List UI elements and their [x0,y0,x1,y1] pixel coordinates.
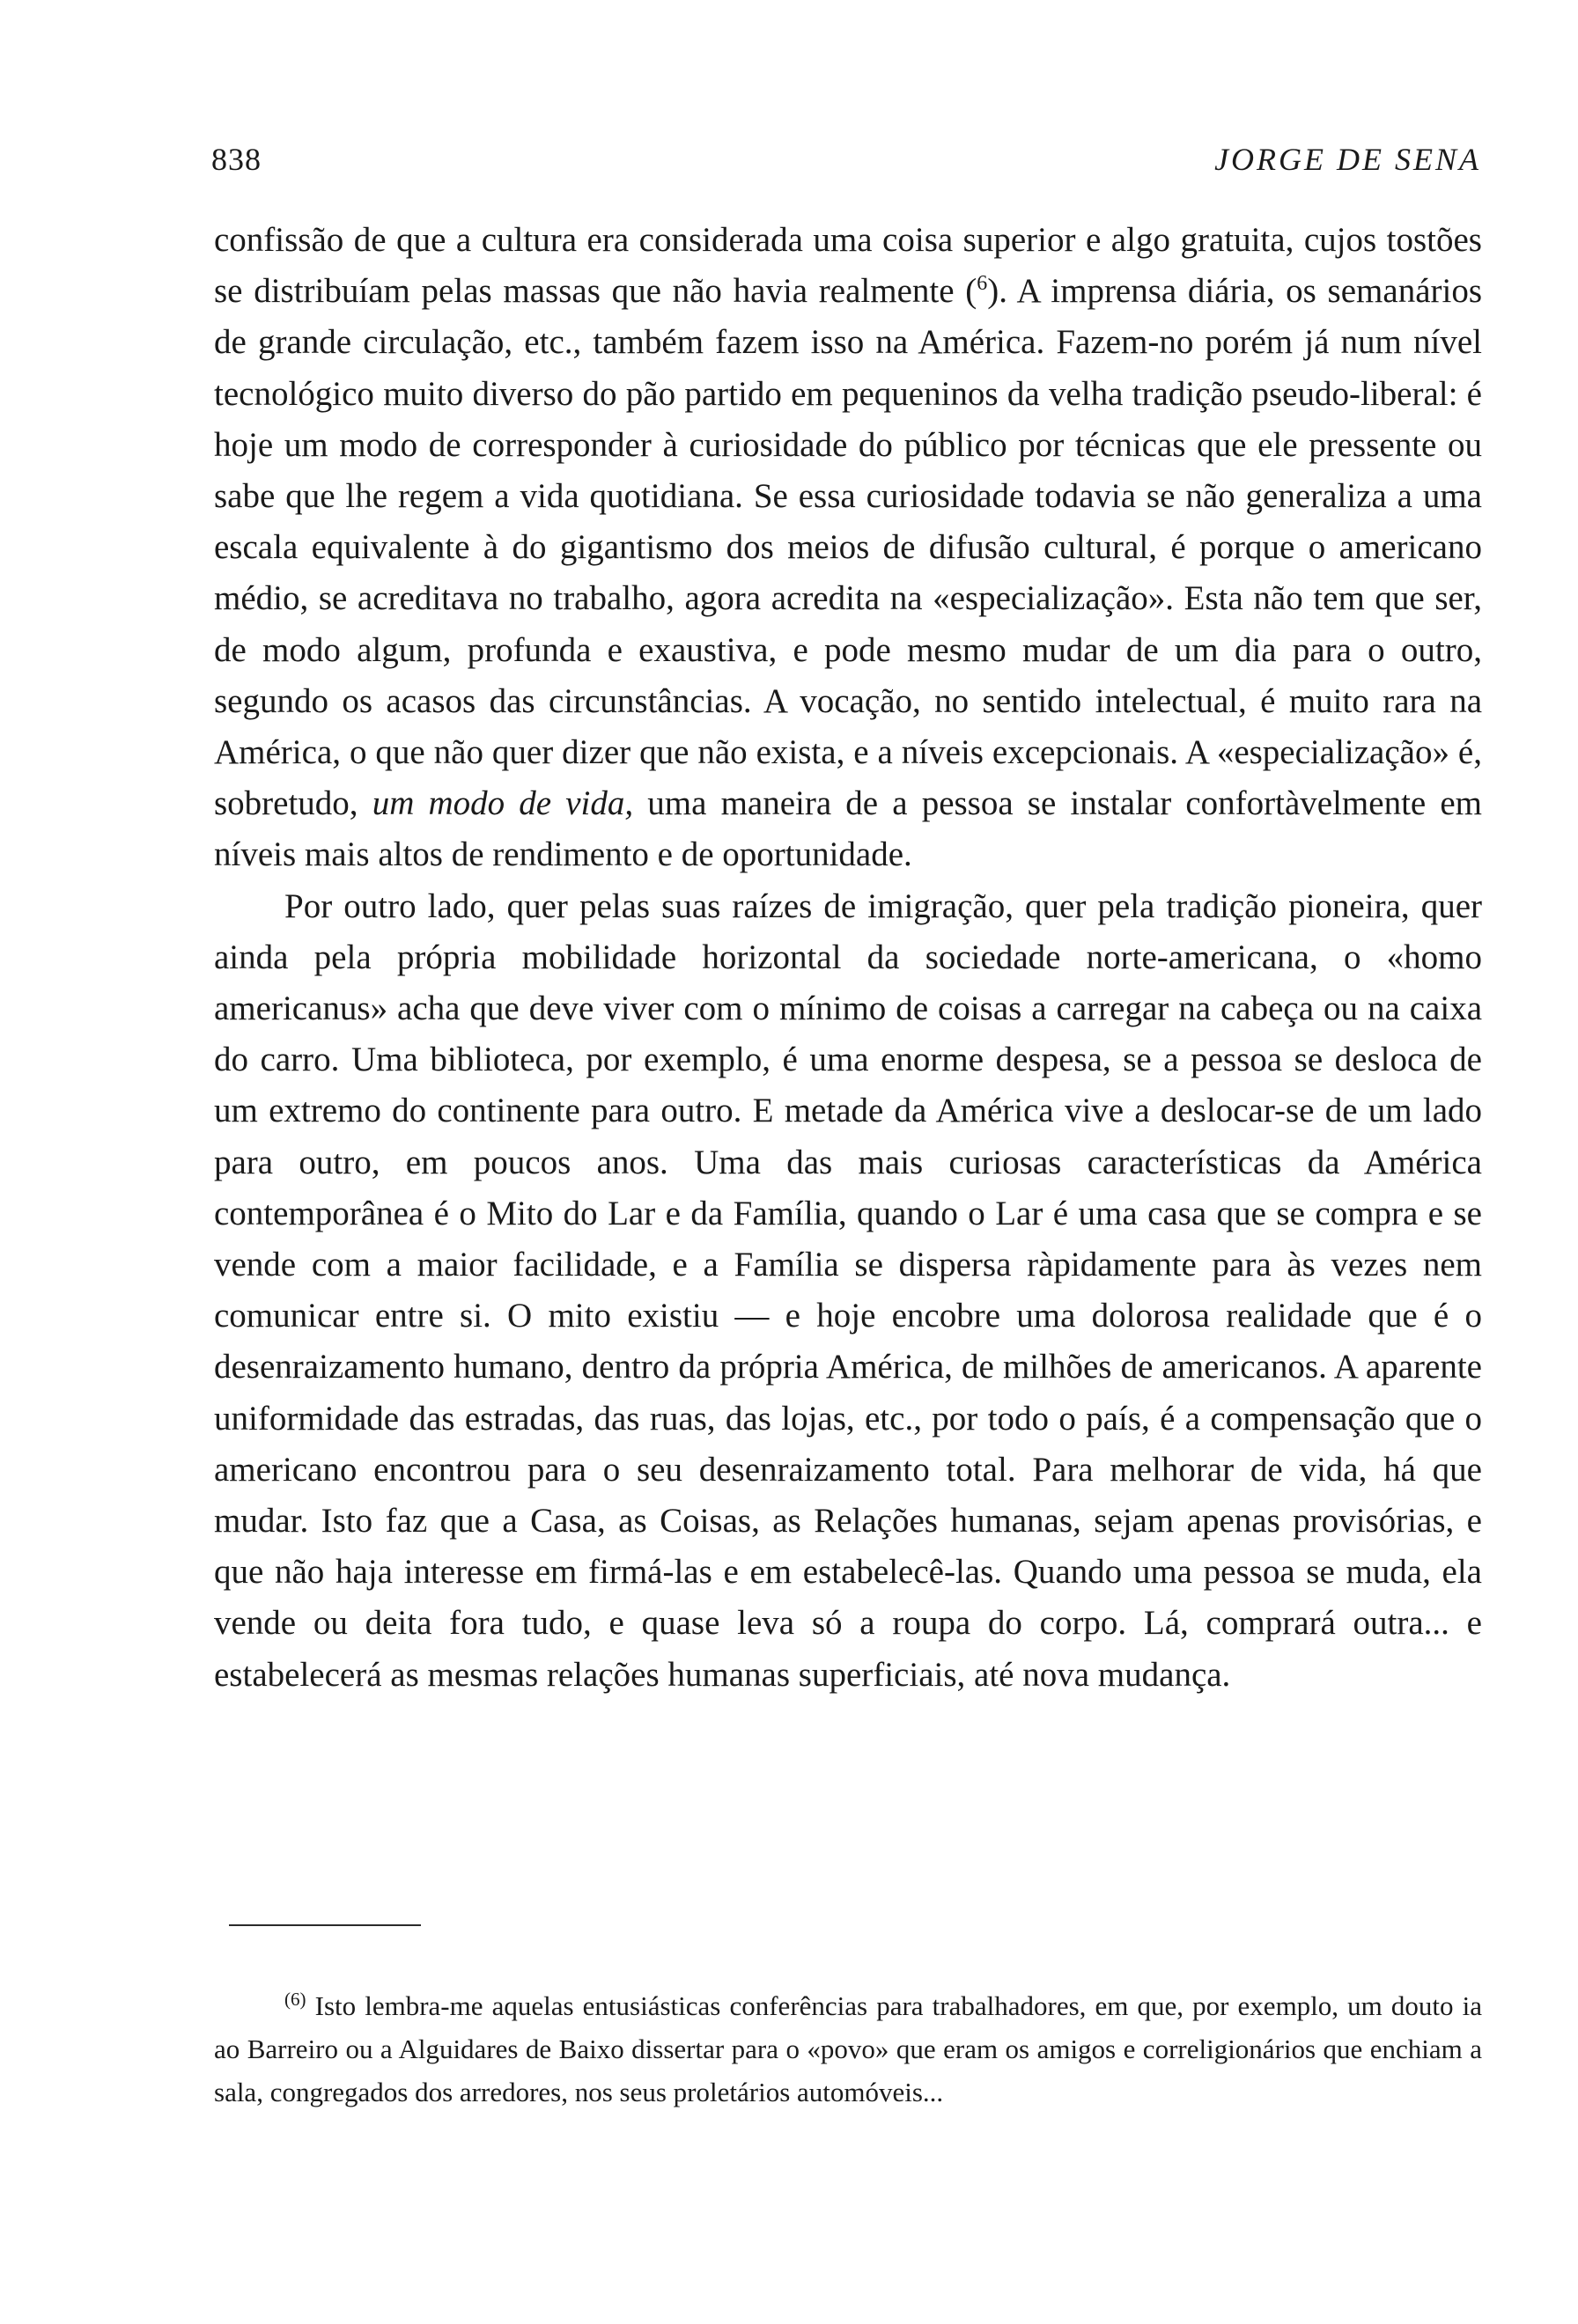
footnote-reference: 6 [977,272,988,296]
emphasis-text: um modo de vida, [372,784,634,823]
paragraph-1-text-a: confissão de que a cultura era considerada uma coisa superior e algo gratuita, cujos tostões se distribuíam pelas massas que não havia realmente ( [214,221,1482,311]
paragraph-1 [214,215,1482,881]
body-text [214,215,1482,1701]
footnote-marker: (6) [284,1989,306,2010]
paragraph-2: Por outro lado, quer pelas suas raízes de imigração, quer pela tradição pioneira, quer ainda pela própria mobilidade horizontal da sociedade norte-americana, o «homo americanus» acha que deve viver com o mínimo de coisas a carregar na cabeça ou na caixa do carro. Uma biblioteca, por exemplo, é uma enorme despesa, se a pessoa se desloca de um extremo do continente para outro. E metade da América vive a deslocar-se de um lado para outro, em poucos anos. Uma das mais curiosas características da América contemporânea é o Mito do Lar e da Família, quando o Lar é uma casa que se compra e se vende com a maior facilidade, e a Família se dispersa ràpidamente para às vezes nem comunicar entre si. O mito existiu — e hoje encobre uma dolorosa realidade que é o desenraizamento humano, dentro da própria América, de milhões de americanos. A aparente uniformidade das estradas, das ruas, das lojas, etc., por todo o país, é a compensação que o americano encontrou para o seu desenraizamento total. Para melhorar de vida, há que mudar. Isto faz que a Casa, as Coisas, as Relações humanas, sejam apenas provisórias, e que não haja interesse em firmá-las e em estabelecê-las. Quando uma pessoa se muda, ela vende ou deita fora tudo, e quase leva só a roupa do corpo. Lá, comprará outra... e estabelecerá as mesmas relações humanas superficiais, até nova mudança. [214,886,1482,1694]
footnote [214,1984,1482,2114]
running-title: JORGE DE SENA [1214,142,1481,177]
paragraph-1-text-c: uma maneira de a pessoa se instalar confortàvelmente em níveis mais altos de rendimento e de oportunidade. [214,784,1482,874]
footnote-divider [229,1924,421,1926]
page-number: 838 [211,142,262,177]
paragraph-1-text-b: ). A imprensa diária, os semanários de grande circulação, etc., também fazem isso na América. Fazem-no porém já num nível tecnológico muito diverso do pão partido em pequeninos da velha tradição pseudo-liberal: é hoje um modo de corresponder à curiosidade do público por técnicas que ele pressente ou sabe que lhe regem a vida quotidiana. Se essa curiosidade todavia se não generaliza a uma escala equivalente à do gigantismo dos meios de difusão cultural, é porque o americano médio, se acreditava no trabalho, agora acredita na «especialização». Esta não tem que ser, de modo algum, profunda e exaustiva, e pode mesmo mudar de um dia para o outro, segundo os acasos das circunstâncias. A vocação, no sentido intelectual, é muito rara na América, o que não quer dizer que não exista, e a níveis excepcionais. A «especialização» é, sobretudo, [214,272,1483,823]
footnote-text: Isto lembra-me aquelas entusiásticas conferências para trabalhadores, em que, por exemplo, um douto ia ao Barreiro ou a Alguidares de Baixo dissertar para o «povo» que eram os amigos e correligionários que enchiam a sala, congregados dos arredores, nos seus proletários automóveis... [214,1990,1482,2107]
running-header [211,141,1481,185]
